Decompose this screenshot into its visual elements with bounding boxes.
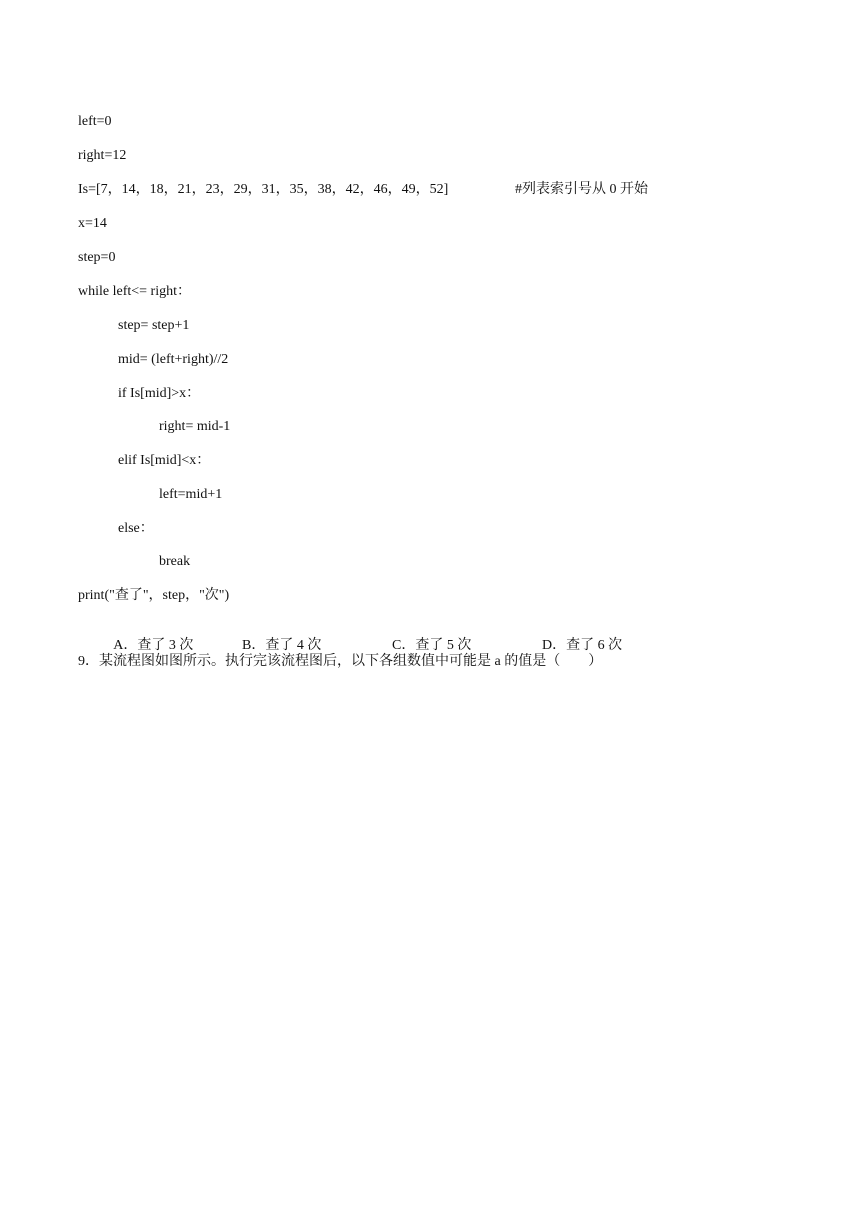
- code-line-if: if Is[mid]>x：: [118, 386, 201, 401]
- choice-b-letter: B．: [242, 638, 266, 653]
- code-line-left-init: left=0: [78, 114, 112, 129]
- choice-d-letter: D．: [542, 638, 567, 653]
- code-line-else: else：: [118, 521, 154, 536]
- choice-b-text: 查了 4 次: [265, 638, 322, 653]
- choice-c-letter: C．: [392, 638, 416, 653]
- code-line-right-update: right= mid-1: [159, 419, 231, 434]
- choice-a-text: 查了 3 次: [137, 638, 194, 653]
- code-line-elif: elif Is[mid]<x：: [118, 453, 211, 468]
- code-line-right-init: right=12: [78, 148, 127, 163]
- list-comment: #列表索引号从 0 开始: [515, 182, 648, 197]
- code-line-print: print("查了"，step，"次"): [78, 588, 230, 603]
- code-line-left-update: left=mid+1: [159, 487, 223, 502]
- code-line-step-inc: step= step+1: [118, 318, 190, 333]
- code-line-break: break: [159, 554, 191, 569]
- code-line-step-init: step=0: [78, 250, 116, 265]
- code-line-mid-calc: mid= (left+right)//2: [118, 352, 229, 367]
- question-9: 9．某流程图如图所示。执行完该流程图后，以下各组数值中可能是 a 的值是（ ）: [78, 654, 603, 669]
- answer-choices: [100, 619, 800, 653]
- choice-d-text: 查了 6 次: [566, 638, 623, 653]
- choice-a-letter: A．: [113, 638, 138, 653]
- code-line-list-init: Is=[7，14，18，21，23，29，31，35，38，42，46，49，52]: [78, 182, 449, 197]
- choice-c-text: 查了 5 次: [415, 638, 472, 653]
- code-line-x-init: x=14: [78, 216, 107, 231]
- code-line-while: while left<= right：: [78, 284, 191, 299]
